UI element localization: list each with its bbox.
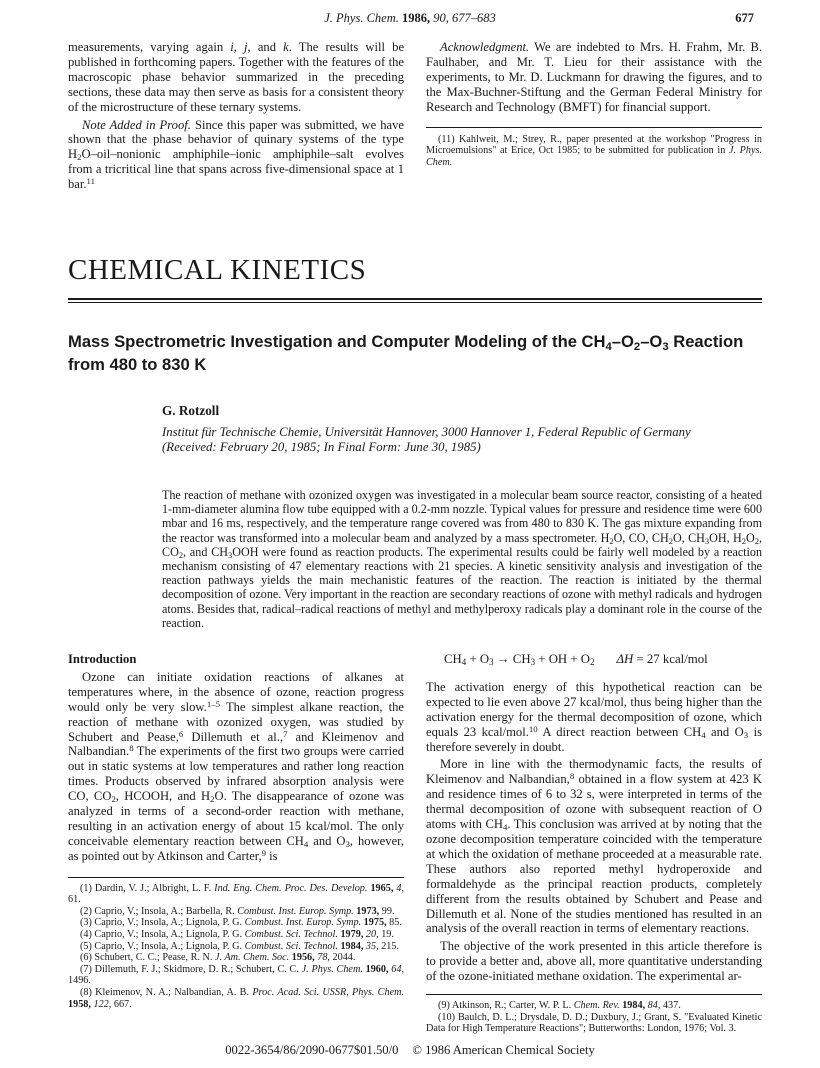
- footnote-rule: [426, 994, 762, 995]
- copyright: © 1986 American Chemical Society: [412, 1043, 595, 1057]
- affiliation-line: Institut für Technische Chemie, Universität Hannover, 3000 Hannover 1, Federal Republic of Germany: [162, 425, 691, 439]
- introduction-heading: Introduction: [68, 652, 137, 666]
- section-title: CHEMICAL KINETICS: [68, 254, 367, 286]
- footnote: (3) Caprio, V.; Insola, A.; Lignola, P. G. Combust. Inst. Europ. Symp. 1975, 85.: [80, 917, 402, 929]
- running-head: [0, 11, 820, 26]
- author-affiliation: [162, 425, 762, 455]
- note-label: Note Added in Proof.: [82, 117, 191, 132]
- paragraph: The objective of the work presented in this article therefore is to provide a better and, above all, more quantitative understanding of the ozone-initiated methane oxidation. The experimental ar-: [426, 939, 762, 984]
- footnote: (10) Baulch, D. L.; Drysdale, D. D.; Duxbury, J.; Grant, S. "Evaluated Kinetic Data for High Temperature Reactions"; Butterworths: London, 1976; Vol. 3.: [426, 1011, 762, 1035]
- article-title: Mass Spectrometric Investigation and Computer Modeling of the $CH_4-O_2-O_3$ Reaction from 480 to 830 K: [68, 332, 744, 374]
- reaction-equation: $CH_4 + O_3 \to CH_3$ + OH + $O_2$ ΔH = 27 kcal/mol: [444, 652, 708, 668]
- journal-volume-pages: 90, 677–683: [433, 11, 496, 25]
- acknowledgment-label: Acknowledgment.: [440, 40, 530, 54]
- introduction-right-column: [426, 652, 762, 1035]
- introduction-left-column: [68, 652, 404, 1010]
- page-footer: [0, 1043, 820, 1058]
- journal-name: J. Phys. Chem.: [324, 11, 399, 25]
- paragraph: The activation energy of this hypothetical reaction can be expected to lie even above 27 kcal/mol, thus being higher than the activation energy for the thermal decomposition of ozone, which equals 23 kcal/mol.$^{10}$ A direct reaction between $CH_4$ and $O_3$ is therefore severely in doubt.: [426, 679, 763, 754]
- section-rule-thin: [68, 302, 762, 303]
- page-number: 677: [735, 11, 754, 25]
- article-code: 0022-3654/86/2090-0677$01.50/0: [225, 1043, 399, 1057]
- previous-article-ending: [68, 40, 404, 195]
- section-rule: [68, 298, 762, 300]
- note-added-in-proof: Note Added in Proof. Since this paper was submitted, we have shown that the phase behavior of quinary systems of the type $H_2O-oil$–nonionic amphiphile–ionic amphiphile–salt evolves from a tricritical line that spans across five-dimensional space at 1 bar.$^{11}$: [68, 117, 405, 192]
- introduction-paragraph: Ozone can initiate oxidation reactions of alkanes at temperatures where, in the absence of ozone, reaction progress would only be very slow.$^{1-5}$ The simplest alkane reaction, the reaction of methane with ozonized oxygen, was studied by Schubert and Pease,$^6$ Dillemuth et al.,$^7$ and Kleimenov and Nalbandian.$^8$ The experiments of the first two groups were carried out in static systems at low temperatures and rather long reaction times. Products observed by infrared absorption analysis were CO, $CO_2$, HCOOH, and $H_2O$. The disappearance of ozone was analyzed in terms of a second-order reaction with methane, resulting in an activation energy of about 15 kcal/mol. The only conceivable elementary reaction between $CH_4$ and $O_3$, however, as pointed out by Atkinson and Carter,$^9$ is: [68, 669, 404, 863]
- acknowledgment-column: [426, 40, 762, 168]
- footnote: (2) Caprio, V.; Insola, A.; Barbella, R. Combust. Inst. Europ. Symp. 1973, 99.: [80, 905, 395, 917]
- footnote: (1) Dardin, V. J.; Albright, L. F. Ind. Eng. Chem. Proc. Des. Develop. 1965, 4, 61.: [68, 882, 405, 906]
- footnote: (7) Dillemuth, F. J.; Skidmore, D. R.; Schubert, C. C. J. Phys. Chem. 1960, 64, 1496.: [68, 963, 405, 987]
- author-name: G. Rotzoll: [162, 403, 220, 418]
- footnote: (5) Caprio, V.; Insola, A.; Lignola, P. G. Combust. Sci. Technol. 1984, 35, 215.: [80, 940, 400, 952]
- footnote: (4) Caprio, V.; Insola, A.; Lignola, P. G. Combust. Sci. Technol. 1979, 20, 19.: [80, 929, 394, 941]
- previous-article-paragraph: measurements, varying again i, j, and k. The results will be published in forthcoming papers. Together with the features of the macroscopic phase behavior summarized in the preceding sections, these data may then serve as basis for a consistent theory of the microstructure of these ternary systems.: [68, 40, 405, 114]
- footnotes-left: [68, 883, 404, 1011]
- footnotes-right: [426, 1000, 762, 1035]
- footnote: (9) Atkinson, R.; Carter, W. P. L. Chem. Rev. 1984, 84, 437.: [438, 1000, 681, 1012]
- footnote: (8) Kleimenov, N. A.; Nalbandian, A. B. Proc. Acad. Sci. USSR, Phys. Chem. 1958, 122, 667.: [68, 987, 404, 1010]
- footnote-rule: [68, 877, 404, 878]
- footnote: (6) Schubert, C. C.; Pease, R. N. J. Am. Chem. Soc. 1956, 78, 2044.: [80, 952, 356, 964]
- journal-year: 1986,: [402, 11, 431, 25]
- footnote-11: (11) Kahlweit, M.; Strey, R., paper presented at the workshop "Progress in Microemulsions" at Erice, Oct 1985; to be submitted for publication in J. Phys. Chem.: [426, 133, 762, 168]
- acknowledgment: Acknowledgment. We are indebted to Mrs. H. Frahm, Mr. B. Faulhaber, and Mr. T. Lieu for their assistance with the experiments, to Mr. D. Luckmann for drawing the figures, and to the Max-Buchner-Stiftung and the German Federal Ministry for Research and Technology (BMFT) for financial support.: [426, 40, 762, 114]
- paragraph: More in line with the thermodynamic facts, the results of Kleimenov and Nalbandian,$^8$ obtained in a flow system at 423 K and residence times of 6 to 32 s, were interpreted in terms of the thermal decomposition of ozone with subsequent reaction of O atoms with $CH_4$. This conclusion was arrived at by noting that the ozone decomposition temperature coincided with the temperature at which the oxidation of methane proceeded at a measurable rate. These authors also reported methyl hydroperoxide and formaldehyde as the principal reaction products, completely different from the results obtained by Schubert and Pease and Dillemuth et al. None of the studies mentioned has resulted in an analysis of the overall reaction in terms of elementary reactions.: [426, 757, 763, 936]
- abstract: The reaction of methane with ozonized oxygen was investigated in a molecular beam source reactor, consisting of a heated 1-mm-diameter alumina flow tube equipped with a 0.2-mm nozzle. Typical values for pressure and residence time were 600 mbar and 16 ms, respectively, and the temperature range covered was from 480 to 830 K. The gas mixture expanding from the reactor was transformed into a molecular beam and analyzed by a mass spectrometer. $H_2O$, CO, $CH_2O$, $CH_3OH$, $H_2O_2$, $CO_2$, and $CH_3OOH$ were found as reaction products. The experimental results could be fairly well modeled by a reaction mechanism consisting of 47 elementary reactions with 21 species. A kinetic sensitivity analysis and investigation of the reaction pathways yields the main mechanistic features of the reaction. The reaction is initiated by the thermal decomposition of ozone. Very important in the reaction are secondary reactions of ozone with methyl radicals and hydrogen atoms. Besides that, radical–radical reactions of methyl and methylperoxy radicals play a dominant role in the course of the reaction.: [162, 488, 762, 630]
- received-dates: (Received: February 20, 1985; In Final Form: June 30, 1985): [162, 440, 481, 454]
- footnote-rule: [426, 127, 762, 128]
